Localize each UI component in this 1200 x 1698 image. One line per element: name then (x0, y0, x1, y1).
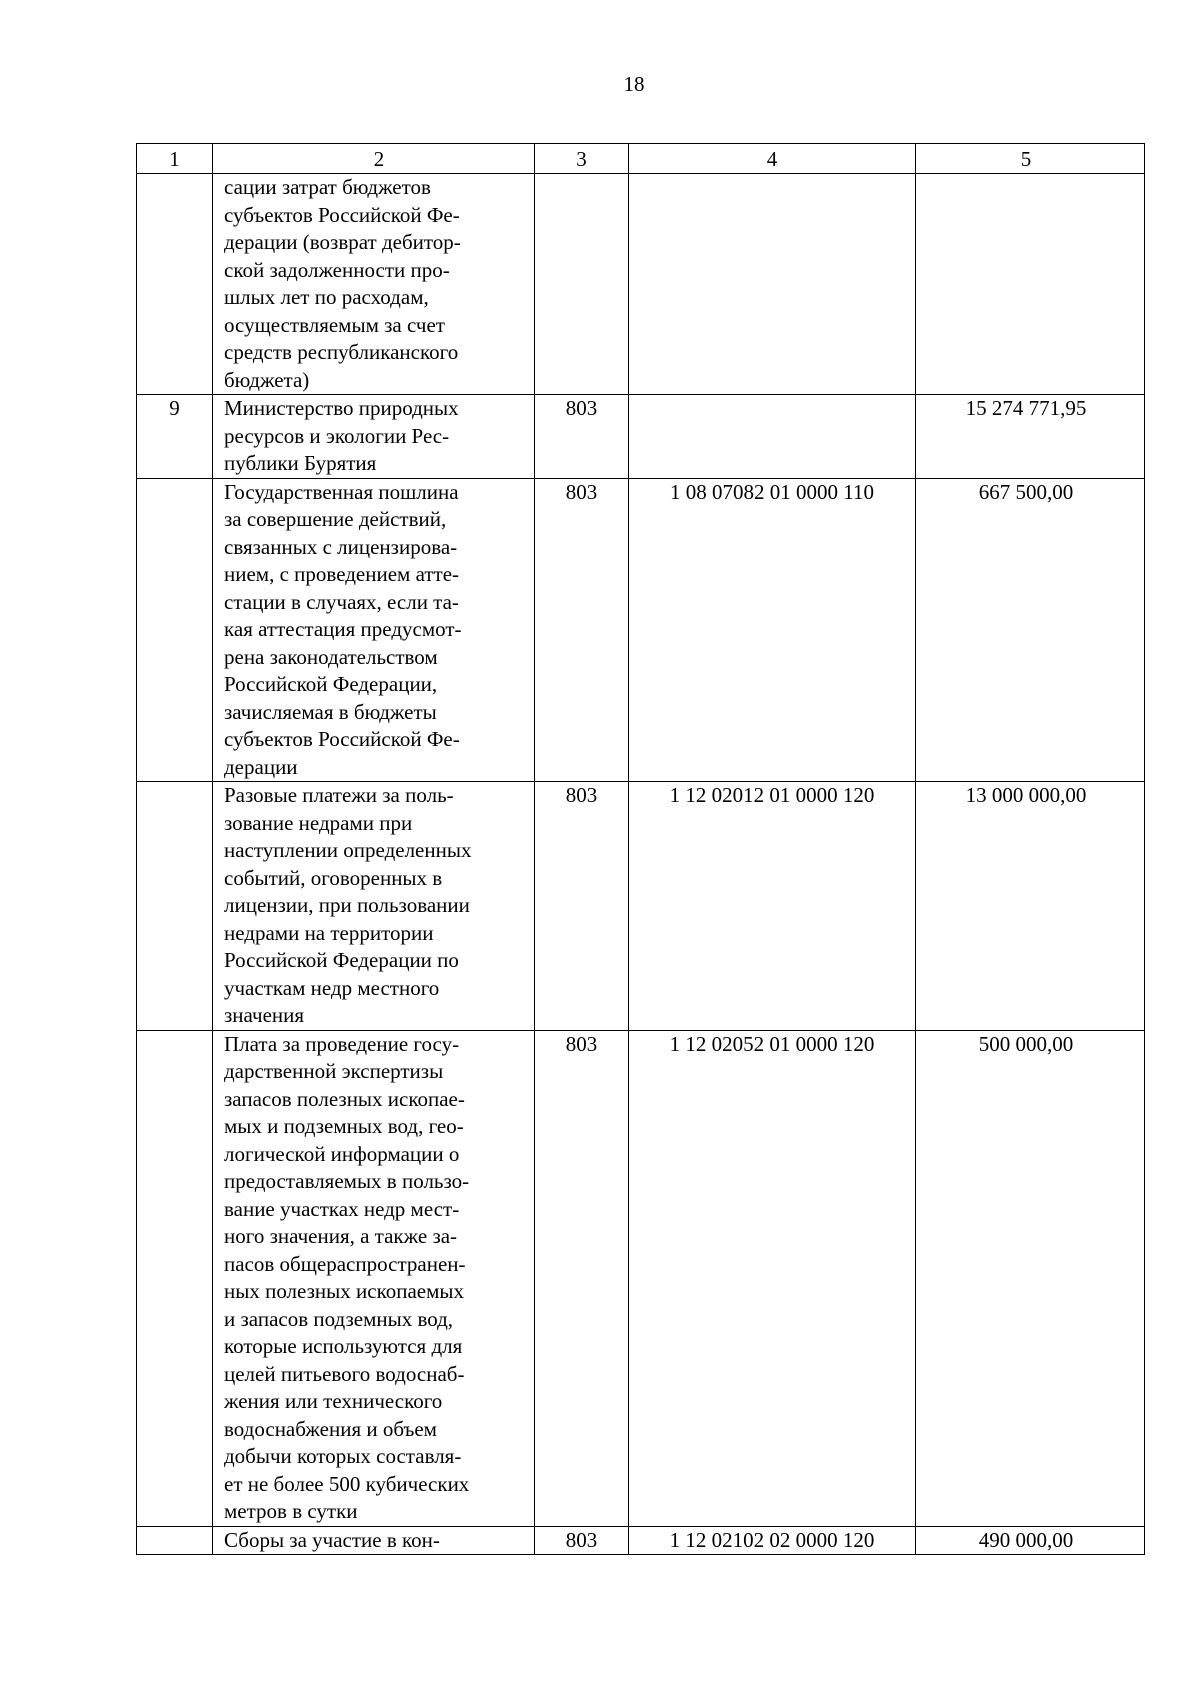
budget-code-cell: 1 08 07082 01 0000 110 (629, 478, 916, 782)
table-row (137, 478, 1145, 782)
amount-cell: 13 000 000,00 (916, 782, 1145, 1031)
table-header-row (137, 144, 1145, 174)
description-line: дерации (224, 754, 298, 779)
description-line: субъектов Российской Фе- (224, 727, 460, 751)
table-row (137, 1526, 1145, 1555)
row-number-cell (137, 174, 213, 395)
description-line: наступлении определенных (224, 838, 472, 862)
description-line: публики Бурятия (224, 451, 377, 475)
description-line: ного значения, а также за- (224, 1224, 458, 1248)
description-line: Российской Федерации, (224, 672, 438, 696)
description-line: Министерство природных (224, 396, 459, 420)
table-row (137, 174, 1145, 395)
description-line: Разовые платежи за поль- (224, 783, 454, 807)
column-header-3: 3 (535, 144, 629, 174)
budget-code-cell: 1 12 02052 01 0000 120 (629, 1030, 916, 1526)
description-cell (213, 478, 535, 782)
description-line: целей питьевого водоснаб- (224, 1361, 465, 1386)
description-line: пасов общераспространен- (224, 1251, 466, 1276)
row-number-cell (137, 1526, 213, 1555)
row-number-cell: 9 (137, 395, 213, 479)
table-row (137, 782, 1145, 1031)
description-line: ской задолженности про- (224, 257, 450, 282)
description-cell (213, 782, 535, 1031)
description-line: недрами на территории (224, 920, 434, 945)
description-line: которые используются для (224, 1334, 463, 1358)
budget-revenue-table (136, 143, 1145, 1555)
description-line: рена законодательством (224, 644, 438, 669)
page-number: 18 (623, 72, 645, 96)
budget-code-cell (629, 174, 916, 395)
row-number-cell (137, 1030, 213, 1526)
description-line: дарственной экспертизы (224, 1059, 444, 1083)
description-line: сации затрат бюджетов (224, 175, 431, 199)
description-line: дерации (возврат дебитор- (224, 230, 461, 254)
table-row (137, 1030, 1145, 1526)
description-line: ных полезных ископаемых (224, 1279, 464, 1303)
description-line: бюджета) (224, 367, 310, 392)
admin-code-cell: 803 (535, 395, 629, 479)
description-line: связанных с лицензирова- (224, 534, 458, 559)
description-line: предоставляемых в пользо- (224, 1169, 470, 1193)
description-line: мых и подземных вод, гео- (224, 1114, 464, 1138)
admin-code-cell: 803 (535, 1526, 629, 1555)
description-line: значения (224, 1003, 305, 1027)
budget-code-cell (629, 395, 916, 479)
description-line: Государственная пошлина (224, 479, 459, 504)
description-cell (213, 1030, 535, 1526)
column-header-2: 2 (213, 144, 535, 174)
amount-cell: 500 000,00 (916, 1030, 1145, 1526)
column-header-4: 4 (629, 144, 916, 174)
row-number-cell (137, 782, 213, 1031)
description-line: событий, оговоренных в (224, 865, 443, 890)
description-line: запасов полезных ископае- (224, 1086, 465, 1111)
row-number-cell (137, 478, 213, 782)
description-cell (213, 395, 535, 479)
description-line: участкам недр местного (224, 975, 440, 1000)
column-header-5: 5 (916, 144, 1145, 174)
description-line: средств республиканского (224, 340, 459, 364)
table-body (137, 174, 1145, 1555)
amount-cell: 667 500,00 (916, 478, 1145, 782)
description-line: вание участках недр мест- (224, 1196, 460, 1221)
admin-code-cell: 803 (535, 782, 629, 1031)
budget-code-cell: 1 12 02012 01 0000 120 (629, 782, 916, 1031)
description-line: кая аттестация предусмот- (224, 617, 462, 641)
description-line: стации в случаях, если та- (224, 589, 459, 614)
amount-cell: 490 000,00 (916, 1526, 1145, 1555)
description-line: жения или технического (224, 1389, 443, 1413)
budget-code-cell: 1 12 02102 02 0000 120 (629, 1526, 916, 1555)
description-line: Сборы за участие в кон- (224, 1527, 440, 1552)
description-line: водоснабжения и объем (224, 1416, 437, 1441)
description-line: субъектов Российской Фе- (224, 202, 460, 227)
description-line: добычи которых составля- (224, 1444, 462, 1468)
column-header-1: 1 (137, 144, 213, 174)
admin-code-cell: 803 (535, 478, 629, 782)
description-cell (213, 174, 535, 395)
amount-cell (916, 174, 1145, 395)
description-line: нием, с проведением атте- (224, 562, 460, 586)
description-line: за совершение действий, (224, 507, 447, 531)
description-line: лицензии, при пользовании (224, 893, 470, 917)
admin-code-cell (535, 174, 629, 395)
description-line: ресурсов и экологии Рес- (224, 423, 450, 448)
description-line: шлых лет по расходам, (224, 285, 429, 309)
amount-cell: 15 274 771,95 (916, 395, 1145, 479)
description-line: Плата за проведение госу- (224, 1031, 460, 1056)
description-line: зачисляемая в бюджеты (224, 699, 437, 724)
description-line: зование недрами при (224, 810, 413, 835)
description-cell (213, 1526, 535, 1555)
admin-code-cell: 803 (535, 1030, 629, 1526)
table-row (137, 395, 1145, 479)
description-line: логической информации о (224, 1141, 460, 1166)
description-line: осуществляемым за счет (224, 312, 445, 337)
description-line: ет не более 500 кубических (224, 1471, 470, 1496)
description-line: Российской Федерации по (224, 948, 459, 972)
description-line: и запасов подземных вод, (224, 1306, 454, 1331)
description-line: метров в сутки (224, 1499, 358, 1523)
